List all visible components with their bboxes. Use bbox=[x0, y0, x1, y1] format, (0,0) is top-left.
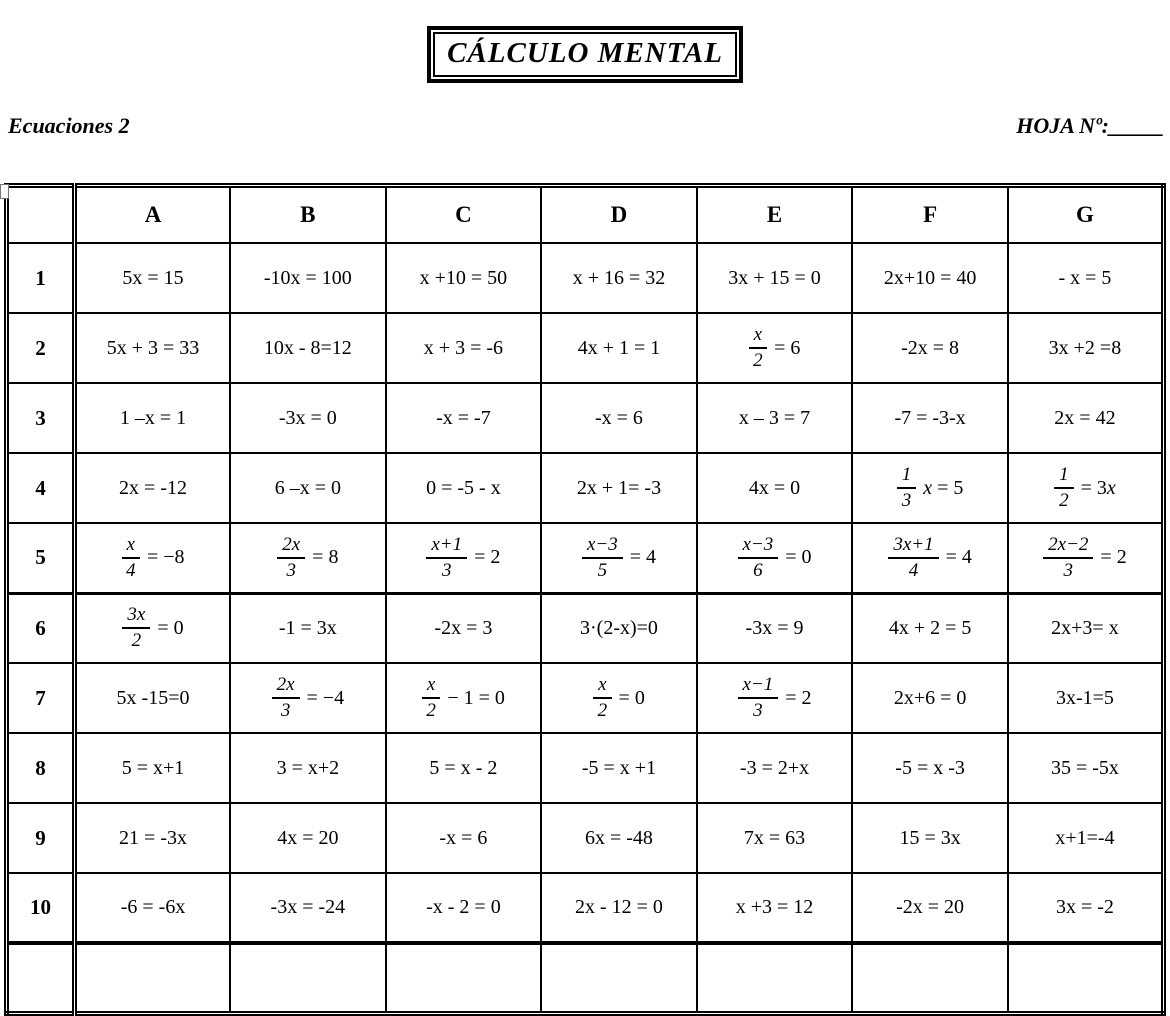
equation-cell: x+1=-4 bbox=[1008, 803, 1164, 873]
column-header: A bbox=[75, 186, 231, 244]
equation-cell: -2x = 8 bbox=[852, 313, 1008, 383]
equation-cell: 3x-1=5 bbox=[1008, 663, 1164, 733]
equation-cell: -10x = 100 bbox=[230, 243, 386, 313]
equation-cell: $\frac{3x+1}{4}$ = 4 bbox=[852, 523, 1008, 593]
equation-cell: 4x = 0 bbox=[697, 453, 853, 523]
equation-cell bbox=[230, 943, 386, 1013]
row-number: 2 bbox=[7, 313, 75, 383]
equation-cell: 3·(2-x)=0 bbox=[541, 593, 697, 663]
worksheet-subtitle: Ecuaciones 2 bbox=[8, 113, 130, 138]
equation-cell: $\frac{2x}{3}$ = −4 bbox=[230, 663, 386, 733]
fraction: $\frac{x}{2}$ bbox=[422, 675, 440, 721]
equation-cell bbox=[75, 943, 231, 1013]
table-row bbox=[7, 873, 1164, 943]
equation-cell: -1 = 3x bbox=[230, 593, 386, 663]
equation-cell: 7x = 63 bbox=[697, 803, 853, 873]
equation-cell bbox=[1008, 943, 1164, 1013]
equation-cell: 4x + 2 = 5 bbox=[852, 593, 1008, 663]
equation-cell bbox=[541, 943, 697, 1013]
column-header: G bbox=[1008, 186, 1164, 244]
table-row bbox=[7, 313, 1164, 383]
equation-cell: $\frac{x}{2}$ = 6 bbox=[697, 313, 853, 383]
fraction: $\frac{x}{4}$ bbox=[122, 535, 140, 581]
equation-cell: 1 –x = 1 bbox=[75, 383, 231, 453]
equation-cell: -3x = -24 bbox=[230, 873, 386, 943]
row-number: 9 bbox=[7, 803, 75, 873]
equation-cell: 6x = -48 bbox=[541, 803, 697, 873]
equation-cell: -2x = 20 bbox=[852, 873, 1008, 943]
table-row bbox=[7, 243, 1164, 313]
row-number: 1 bbox=[7, 243, 75, 313]
equation-cell: -x = 6 bbox=[541, 383, 697, 453]
fraction: $\frac{2x}{3}$ bbox=[272, 675, 300, 721]
equations-table bbox=[4, 183, 1166, 1016]
equation-cell: 35 = -5x bbox=[1008, 733, 1164, 803]
equation-cell: 4x + 1 = 1 bbox=[541, 313, 697, 383]
equation-cell: 3x + 15 = 0 bbox=[697, 243, 853, 313]
equation-cell: 5 = x - 2 bbox=[386, 733, 542, 803]
equation-cell: $\frac{x}{2}$ − 1 = 0 bbox=[386, 663, 542, 733]
row-number: 3 bbox=[7, 383, 75, 453]
fraction: $\frac{1}{2}$ bbox=[1054, 465, 1074, 511]
equation-cell: 5x -15=0 bbox=[75, 663, 231, 733]
equation-cell: -3x = 9 bbox=[697, 593, 853, 663]
fraction: $\frac{2x-2}{3}$ bbox=[1043, 535, 1093, 581]
fraction: $\frac{x}{2}$ bbox=[749, 325, 767, 371]
column-header: C bbox=[386, 186, 542, 244]
fraction: $\frac{x}{2}$ bbox=[593, 675, 611, 721]
equation-cell: 2x = -12 bbox=[75, 453, 231, 523]
equation-cell: 15 = 3x bbox=[852, 803, 1008, 873]
equation-cell: -x = 6 bbox=[386, 803, 542, 873]
table-row bbox=[7, 523, 1164, 593]
equation-cell bbox=[852, 943, 1008, 1013]
equation-cell: 21 = -3x bbox=[75, 803, 231, 873]
equation-cell: -5 = x -3 bbox=[852, 733, 1008, 803]
equation-cell: $\frac{x-3}{5}$ = 4 bbox=[541, 523, 697, 593]
hoja-label: HOJA Nº: bbox=[1016, 113, 1109, 138]
row-number: 8 bbox=[7, 733, 75, 803]
equation-cell: 2x+6 = 0 bbox=[852, 663, 1008, 733]
column-header: B bbox=[230, 186, 386, 244]
equation-cell: $\frac{x}{4}$ = −8 bbox=[75, 523, 231, 593]
fraction: $\frac{x-1}{3}$ bbox=[738, 675, 779, 721]
sheet-number-field bbox=[1016, 113, 1164, 139]
fraction: $\frac{x+1}{3}$ bbox=[426, 535, 467, 581]
hoja-blank-line: _____ bbox=[1109, 113, 1164, 138]
equation-cell: -5 = x +1 bbox=[541, 733, 697, 803]
equation-cell: -6 = -6x bbox=[75, 873, 231, 943]
equation-cell: 5x + 3 = 33 bbox=[75, 313, 231, 383]
equation-cell: $\frac{2x}{3}$ = 8 bbox=[230, 523, 386, 593]
corner-header bbox=[7, 186, 75, 244]
title-area bbox=[0, 26, 1170, 83]
equation-cell: $\frac{1}{3}$ x = 5 bbox=[852, 453, 1008, 523]
equation-cell: $\frac{x+1}{3}$ = 2 bbox=[386, 523, 542, 593]
row-number bbox=[7, 943, 75, 1013]
worksheet-title-inner-border bbox=[433, 32, 737, 77]
equation-cell: 5 = x+1 bbox=[75, 733, 231, 803]
table-row bbox=[7, 803, 1164, 873]
equation-cell: 10x - 8=12 bbox=[230, 313, 386, 383]
equation-cell: x +3 = 12 bbox=[697, 873, 853, 943]
equation-cell: $\frac{x-3}{6}$ = 0 bbox=[697, 523, 853, 593]
column-header: F bbox=[852, 186, 1008, 244]
table-row bbox=[7, 453, 1164, 523]
equation-cell: 2x+3= x bbox=[1008, 593, 1164, 663]
table-row bbox=[7, 593, 1164, 663]
equation-cell: -7 = -3-x bbox=[852, 383, 1008, 453]
worksheet-title-box bbox=[427, 26, 743, 83]
row-number: 5 bbox=[7, 523, 75, 593]
equation-cell: 6 –x = 0 bbox=[230, 453, 386, 523]
fraction: $\frac{1}{3}$ bbox=[897, 465, 917, 511]
equation-cell bbox=[386, 943, 542, 1013]
equation-cell: -x - 2 = 0 bbox=[386, 873, 542, 943]
column-header: D bbox=[541, 186, 697, 244]
equation-cell: 5x = 15 bbox=[75, 243, 231, 313]
table-row bbox=[7, 943, 1164, 1013]
row-number: 7 bbox=[7, 663, 75, 733]
fraction: $\frac{2x}{3}$ bbox=[277, 535, 305, 581]
fraction: $\frac{x-3}{5}$ bbox=[582, 535, 623, 581]
equation-cell: x + 16 = 32 bbox=[541, 243, 697, 313]
equation-cell: $\frac{1}{2}$ = 3x bbox=[1008, 453, 1164, 523]
row-number: 4 bbox=[7, 453, 75, 523]
header-row bbox=[7, 186, 1164, 244]
equation-cell: -3 = 2+x bbox=[697, 733, 853, 803]
fraction: $\frac{3x}{2}$ bbox=[122, 605, 150, 651]
page-edge-marker bbox=[0, 184, 9, 199]
equation-cell bbox=[697, 943, 853, 1013]
equation-cell: 2x = 42 bbox=[1008, 383, 1164, 453]
equation-cell: 3 = x+2 bbox=[230, 733, 386, 803]
equation-cell: $\frac{x}{2}$ = 0 bbox=[541, 663, 697, 733]
equation-cell: 4x = 20 bbox=[230, 803, 386, 873]
equation-cell: x + 3 = -6 bbox=[386, 313, 542, 383]
equation-cell: $\frac{2x-2}{3}$ = 2 bbox=[1008, 523, 1164, 593]
equation-cell: 2x + 1= -3 bbox=[541, 453, 697, 523]
equation-cell: 2x - 12 = 0 bbox=[541, 873, 697, 943]
table-row bbox=[7, 663, 1164, 733]
equation-cell: -x = -7 bbox=[386, 383, 542, 453]
equation-cell: -3x = 0 bbox=[230, 383, 386, 453]
equation-cell: 3x +2 =8 bbox=[1008, 313, 1164, 383]
row-number: 10 bbox=[7, 873, 75, 943]
equation-cell: 2x+10 = 40 bbox=[852, 243, 1008, 313]
fraction: $\frac{3x+1}{4}$ bbox=[888, 535, 938, 581]
equation-cell: 3x = -2 bbox=[1008, 873, 1164, 943]
equation-cell: 0 = -5 - x bbox=[386, 453, 542, 523]
equation-cell: $\frac{3x}{2}$ = 0 bbox=[75, 593, 231, 663]
table-row bbox=[7, 383, 1164, 453]
fraction: $\frac{x-3}{6}$ bbox=[738, 535, 779, 581]
equation-cell: - x = 5 bbox=[1008, 243, 1164, 313]
page-title: CÁLCULO MENTAL bbox=[447, 37, 723, 69]
row-number: 6 bbox=[7, 593, 75, 663]
column-header: E bbox=[697, 186, 853, 244]
table-row bbox=[7, 733, 1164, 803]
equation-cell: x +10 = 50 bbox=[386, 243, 542, 313]
equation-cell: $\frac{x-1}{3}$ = 2 bbox=[697, 663, 853, 733]
equation-cell: x – 3 = 7 bbox=[697, 383, 853, 453]
equation-cell: -2x = 3 bbox=[386, 593, 542, 663]
subheader-row bbox=[8, 113, 1164, 139]
